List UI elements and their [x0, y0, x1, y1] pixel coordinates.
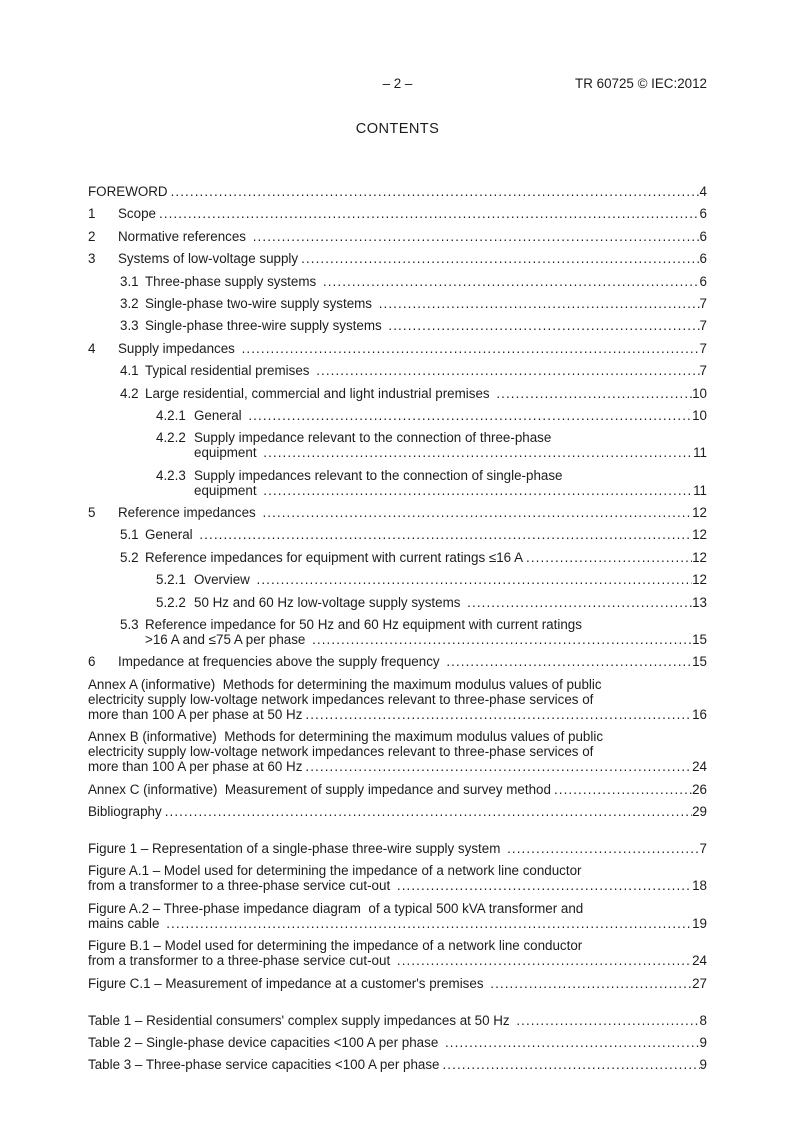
dot-leader: [305, 707, 692, 722]
toc-entry-line: [156, 572, 707, 587]
clause-number: 4: [88, 340, 96, 356]
toc-entry-text: Impedance at frequencies above the supply frequency: [118, 654, 444, 670]
toc-entry-line: [120, 318, 707, 333]
toc-entry-line: [156, 445, 707, 460]
dot-leader: [242, 341, 700, 356]
toc-entry-line: [120, 527, 707, 542]
toc-entry-line: [156, 483, 707, 498]
clause-number: 4.2.3: [156, 467, 186, 483]
toc-entry: [88, 229, 707, 244]
clause-number: 3.1: [120, 273, 139, 289]
toc-entry-text: Overview: [194, 572, 254, 588]
toc-entry-text: electricity supply low-voltage network impedances relevant to three-phase services of: [88, 691, 594, 707]
dot-leader: [526, 550, 692, 565]
dot-leader: [316, 363, 699, 378]
toc-page-number: 19: [692, 915, 707, 931]
toc-entry-text: Table 2 – Single-phase device capacities <100 A per phase: [88, 1034, 442, 1050]
toc-entry-line: [120, 550, 707, 565]
toc-page-number: 15: [692, 654, 707, 670]
toc-entry-line: [88, 692, 707, 707]
toc-entry-text: Single-phase two-wire supply systems: [145, 295, 376, 311]
header-page-number: – 2 –: [382, 76, 413, 91]
toc-entry: [88, 976, 707, 991]
toc-entry-text: equipment: [194, 445, 261, 461]
toc-entry-text: Annex C (informative) Measurement of supply impedance and survey method: [88, 781, 551, 797]
toc-entry: [88, 341, 707, 356]
page-header: [88, 76, 707, 92]
toc-entry-text: Figure A.1 – Model used for determining the impedance of a network line conductor: [88, 863, 582, 879]
toc-entry: [156, 408, 707, 423]
toc-entry-line: [88, 1013, 707, 1028]
dot-leader: [379, 296, 700, 311]
dot-leader: [516, 1013, 699, 1028]
toc-entry-text: >16 A and ≤75 A per phase: [145, 632, 310, 648]
toc-entry-text: Normative references: [118, 228, 250, 244]
toc-entry-line: [88, 878, 707, 893]
toc-entry-text: Supply impedances relevant to the connection of single-phase: [194, 467, 563, 483]
toc-page-number: 7: [699, 295, 707, 311]
toc-entry-text: Single-phase three-wire supply systems: [145, 318, 386, 334]
dot-leader: [496, 386, 692, 401]
toc: [88, 184, 707, 1080]
toc-entry: [88, 505, 707, 520]
toc-entry-text: from a transformer to a three-phase service cut-out: [88, 878, 394, 894]
dot-leader: [263, 483, 693, 498]
toc-entry-line: [88, 505, 707, 520]
toc-entry: [88, 1013, 707, 1028]
toc-entry-text: from a transformer to a three-phase service cut-out: [88, 953, 394, 969]
toc-entry-line: [120, 386, 707, 401]
clause-number: 5.3: [120, 617, 139, 633]
dot-leader: [312, 632, 692, 647]
clause-number: 6: [88, 654, 96, 670]
toc-page-number: 12: [692, 549, 707, 565]
toc-entry: [88, 938, 707, 968]
toc-entry-text: Annex A (informative) Methods for determining the maximum modulus values of public: [88, 676, 602, 692]
clause-number: 1: [88, 206, 96, 222]
toc-entry: [88, 206, 707, 221]
dot-leader: [323, 274, 700, 289]
toc-entry: [88, 1035, 707, 1050]
toc-entry-text: more than 100 A per phase at 50 Hz: [88, 706, 303, 722]
toc-page-number: 12: [692, 527, 707, 543]
toc-entry-text: Table 1 – Residential consumers' complex supply impedances at 50 Hz: [88, 1012, 514, 1028]
toc-entry-line: [88, 976, 707, 991]
toc-entry-text: Typical residential premises: [145, 363, 314, 379]
toc-page-number: 11: [693, 482, 707, 498]
toc-entry: [88, 782, 707, 797]
dot-leader: [490, 976, 692, 991]
toc-entry: [88, 729, 707, 774]
toc-page-number: 10: [692, 385, 707, 401]
toc-page-number: 7: [699, 840, 707, 856]
toc-entry-text: Figure B.1 – Model used for determining the impedance of a network line conductor: [88, 938, 583, 954]
toc-entry-line: [88, 916, 707, 931]
toc-entry-line: [156, 430, 707, 445]
toc-entry: [156, 430, 707, 460]
dot-leader: [199, 527, 692, 542]
toc-page-number: 6: [699, 228, 707, 244]
toc-page-number: 10: [692, 407, 707, 423]
dot-leader: [305, 759, 692, 774]
clause-number: 4.1: [120, 363, 139, 379]
toc-entry-line: [88, 759, 707, 774]
toc-entry-line: [88, 654, 707, 669]
toc-entry: [120, 527, 707, 542]
dot-leader: [397, 878, 692, 893]
toc-entry-text: General: [145, 527, 197, 543]
toc-entry-line: [88, 184, 707, 199]
contents-heading: CONTENTS: [355, 121, 440, 137]
toc-entry: [88, 1057, 707, 1072]
toc-entry: [156, 595, 707, 610]
toc-entry-line: [88, 677, 707, 692]
toc-entry-line: [88, 707, 707, 722]
dot-leader: [445, 1035, 700, 1050]
toc-entry: [88, 184, 707, 199]
toc-page-number: 29: [692, 803, 707, 819]
toc-page-number: 9: [699, 1057, 707, 1073]
dot-leader: [507, 841, 699, 856]
dot-leader: [554, 782, 692, 797]
dot-leader: [159, 206, 700, 221]
toc-entry-line: [88, 251, 707, 266]
toc-page-number: 27: [692, 975, 707, 991]
toc-entry: [120, 274, 707, 289]
toc-entry-text: electricity supply low-voltage network impedances relevant to three-phase services of: [88, 744, 594, 760]
toc-entry-text: General: [194, 407, 246, 423]
toc-entry-text: Reference impedances for equipment with current ratings ≤16 A: [145, 549, 524, 565]
toc-entry-text: Figure C.1 – Measurement of impedance at a customer's premises: [88, 975, 488, 991]
toc-page-number: 9: [699, 1034, 707, 1050]
dot-leader: [301, 251, 699, 266]
toc-entry-text: Systems of low-voltage supply: [118, 251, 299, 267]
header-document-reference: TR 60725 © IEC:2012: [575, 76, 707, 91]
toc-group-figures: [88, 841, 707, 991]
toc-entry-text: mains cable: [88, 915, 164, 931]
toc-page-number: 6: [699, 251, 707, 267]
dot-leader: [257, 572, 693, 587]
toc-entry-line: [88, 863, 707, 878]
toc-entry-text: 50 Hz and 60 Hz low-voltage supply systems: [194, 594, 465, 610]
dot-leader: [253, 229, 700, 244]
toc-page-number: 16: [692, 706, 707, 722]
toc-entry-line: [120, 632, 707, 647]
clause-number: 4.2.1: [156, 407, 186, 423]
toc-entry: [120, 386, 707, 401]
toc-entry-line: [88, 782, 707, 797]
toc-entry-text: Annex B (informative) Methods for determining the maximum modulus values of public: [88, 729, 604, 745]
toc-page-number: 12: [692, 505, 707, 521]
toc-entry: [88, 677, 707, 722]
toc-page-number: 12: [692, 572, 707, 588]
clause-number: 3: [88, 251, 96, 267]
toc-entry-text: Supply impedances: [118, 340, 239, 356]
dot-leader: [165, 804, 692, 819]
toc-entry-line: [88, 1057, 707, 1072]
toc-entry-line: [88, 729, 707, 744]
toc-page-number: 13: [692, 594, 707, 610]
toc-entry-line: [88, 341, 707, 356]
clause-number: 5.1: [120, 527, 139, 543]
toc-entry-line: [120, 296, 707, 311]
toc-entry: [88, 841, 707, 856]
toc-entry: [120, 550, 707, 565]
toc-entry: [88, 654, 707, 669]
clause-number: 4.2: [120, 385, 139, 401]
toc-entry-line: [156, 468, 707, 483]
dot-leader: [397, 953, 692, 968]
toc-page-number: 24: [692, 953, 707, 969]
clause-number: 5: [88, 505, 96, 521]
dot-leader: [442, 1057, 699, 1072]
toc-page-number: 15: [692, 632, 707, 648]
toc-entry-text: Figure 1 – Representation of a single-phase three-wire supply system: [88, 840, 505, 856]
toc-entry-text: Supply impedance relevant to the connection of three-phase: [194, 430, 552, 446]
toc-entry-text: Figure A.2 – Three-phase impedance diagram of a typical 500 kVA transformer and: [88, 900, 584, 916]
toc-group-clauses: [88, 184, 707, 819]
toc-entry-text: Large residential, commercial and light industrial premises: [145, 385, 494, 401]
toc-page-number: 6: [699, 273, 707, 289]
toc-entry-line: [88, 938, 707, 953]
toc-entry: [88, 804, 707, 819]
toc-entry-line: [88, 206, 707, 221]
clause-number: 3.3: [120, 318, 139, 334]
toc-entry-line: [156, 408, 707, 423]
toc-entry-text: more than 100 A per phase at 60 Hz: [88, 759, 303, 775]
toc-group-tables: [88, 1013, 707, 1073]
toc-entry-text: Three-phase supply systems: [145, 273, 320, 289]
toc-entry-text: Scope: [118, 206, 156, 222]
dot-leader: [263, 445, 693, 460]
toc-entry: [120, 617, 707, 647]
toc-entry-text: FOREWORD: [88, 184, 168, 199]
toc-entry: [88, 251, 707, 266]
dot-leader: [248, 408, 692, 423]
toc-entry-text: Reference impedance for 50 Hz and 60 Hz equipment with current ratings: [145, 617, 582, 633]
toc-page-number: 24: [692, 759, 707, 775]
toc-entry: [88, 901, 707, 931]
dot-leader: [262, 505, 692, 520]
toc-page-number: 18: [692, 878, 707, 894]
toc-entry-line: [88, 901, 707, 916]
toc-entry-text: Bibliography: [88, 803, 162, 819]
dot-leader: [171, 184, 700, 199]
toc-entry-text: Table 3 – Three-phase service capacities <100 A per phase: [88, 1057, 440, 1073]
dot-leader: [166, 916, 692, 931]
toc-entry-line: [120, 274, 707, 289]
clause-number: 2: [88, 228, 96, 244]
toc-page-number: 6: [699, 206, 707, 222]
toc-entry-line: [120, 363, 707, 378]
clause-number: 5.2.1: [156, 572, 186, 588]
toc-entry: [120, 363, 707, 378]
toc-entry-line: [88, 953, 707, 968]
toc-page-number: 11: [693, 445, 707, 461]
toc-entry-line: [88, 841, 707, 856]
toc-entry: [120, 296, 707, 311]
toc-page-number: 26: [692, 781, 707, 797]
toc-page-number: 7: [699, 340, 707, 356]
toc-page-number: 4: [699, 184, 707, 199]
toc-entry-line: [88, 804, 707, 819]
toc-page-number: 7: [699, 318, 707, 334]
toc-entry: [156, 468, 707, 498]
toc-entry: [88, 863, 707, 893]
toc-entry-text: Reference impedances: [118, 505, 260, 521]
toc-entry-line: [88, 744, 707, 759]
clause-number: 5.2.2: [156, 594, 186, 610]
toc-entry: [120, 318, 707, 333]
toc-entry-line: [88, 1035, 707, 1050]
toc-page-number: 8: [699, 1012, 707, 1028]
toc-entry: [156, 572, 707, 587]
toc-page-number: 7: [699, 363, 707, 379]
clause-number: 3.2: [120, 295, 139, 311]
toc-entry-line: [156, 595, 707, 610]
clause-number: 4.2.2: [156, 430, 186, 446]
dot-leader: [446, 654, 692, 669]
toc-entry-line: [120, 617, 707, 632]
dot-leader: [388, 318, 699, 333]
dot-leader: [467, 595, 692, 610]
toc-entry-line: [88, 229, 707, 244]
toc-entry-text: equipment: [194, 482, 261, 498]
clause-number: 5.2: [120, 549, 139, 565]
